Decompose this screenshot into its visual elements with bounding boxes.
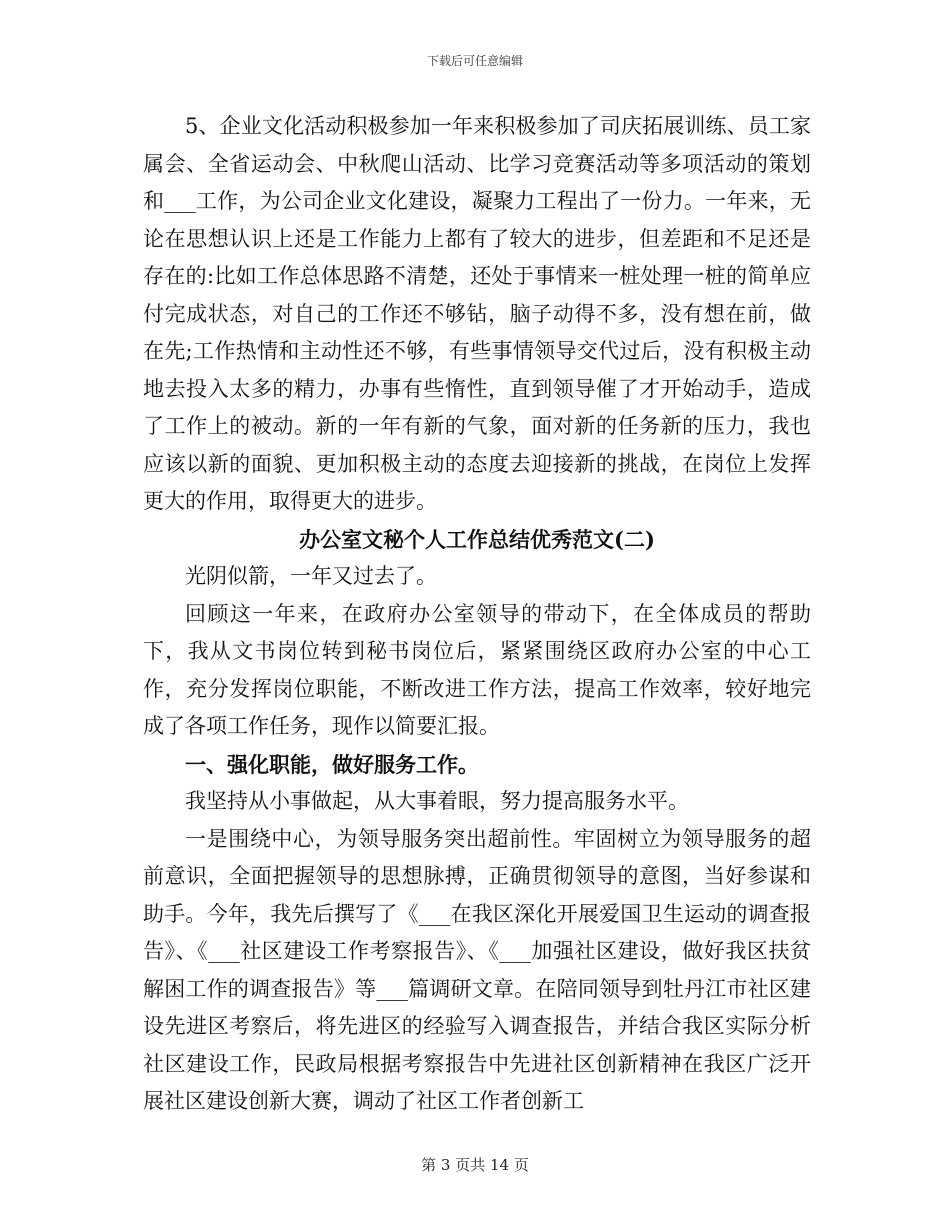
paragraph-service-level: 我坚持从小事做起，从大事着眼，努力提高服务水平。 xyxy=(185,789,689,813)
page-header: 下载后可任意编辑 xyxy=(426,54,523,68)
paragraph-review: 回顾这一年来，在政府办公室领导的带动下，在全体成员的帮助下，我从文书岗位转到秘书岗位后，紧紧围绕区政府办公室的中心工作，充分发挥岗位职能，不断改进工作方法，提高工作效率，较好地完成了各项工作任务，现作以简要汇报。 xyxy=(143,601,811,738)
paragraph-intro: 光阴似箭，一年又过去了。 xyxy=(185,564,437,588)
subheading-strengthen-functions: 一、强化职能，做好服务工作。 xyxy=(185,751,479,777)
paragraph-activities: 5、企业文化活动积极参加一年来积极参加了司庆拓展训练、员工家属会、全省运动会、中秋爬山活动、比学习竞赛活动等多项活动的策划和___工作，为公司企业文化建设，凝聚力工程出了一份力。一年来，无论在思想认识上还是工作能力上都有了较大的进步，但差距和不足还是存在的:比如工作总体思路不清楚，还处于事情来一桩处理一桩的简单应付完成状态，对自己的工作还不够钻，脑子动得不多，没有想在前，做在先;工作热情和主动性还不够，有些事情领导交代过后，没有积极主动地去投入太多的精力，办事有些惰性，直到领导催了才开始动手，造成了工作上的被动。新的一年有新的气象，面对新的任务新的压力，我也应该以新的面貌、更加积极主动的态度去迎接新的挑战，在岗位上发挥更大的作用，取得更大的进步。 xyxy=(143,114,811,513)
page-footer: 第 3 页共 14 页 xyxy=(421,1156,529,1174)
paragraph-first-point: 一是围绕中心，为领导服务突出超前性。牢固树立为领导服务的超前意识，全面把握领导的思想脉搏，正确贯彻领导的意图，当好参谋和助手。今年，我先后撰写了《___在我区深化开展爱国卫生运动的调查报告》、《___社区建设工作考察报告》、《___加强社区建设，做好我区扶贫解困工作的调查报告》等___篇调研文章。在陪同领导到牡丹江市社区建设先进区考察后，将先进区的经验写入调查报告，并结合我区实际分析社区建设工作，民政局根据考察报告中先进社区创新精神在我区广泛开展社区建设创新大赛，调动了社区工作者创新工 xyxy=(143,826,811,1113)
document-body xyxy=(143,108,811,1121)
section-title: 办公室文秘个人工作总结优秀范文(二) xyxy=(299,526,655,552)
